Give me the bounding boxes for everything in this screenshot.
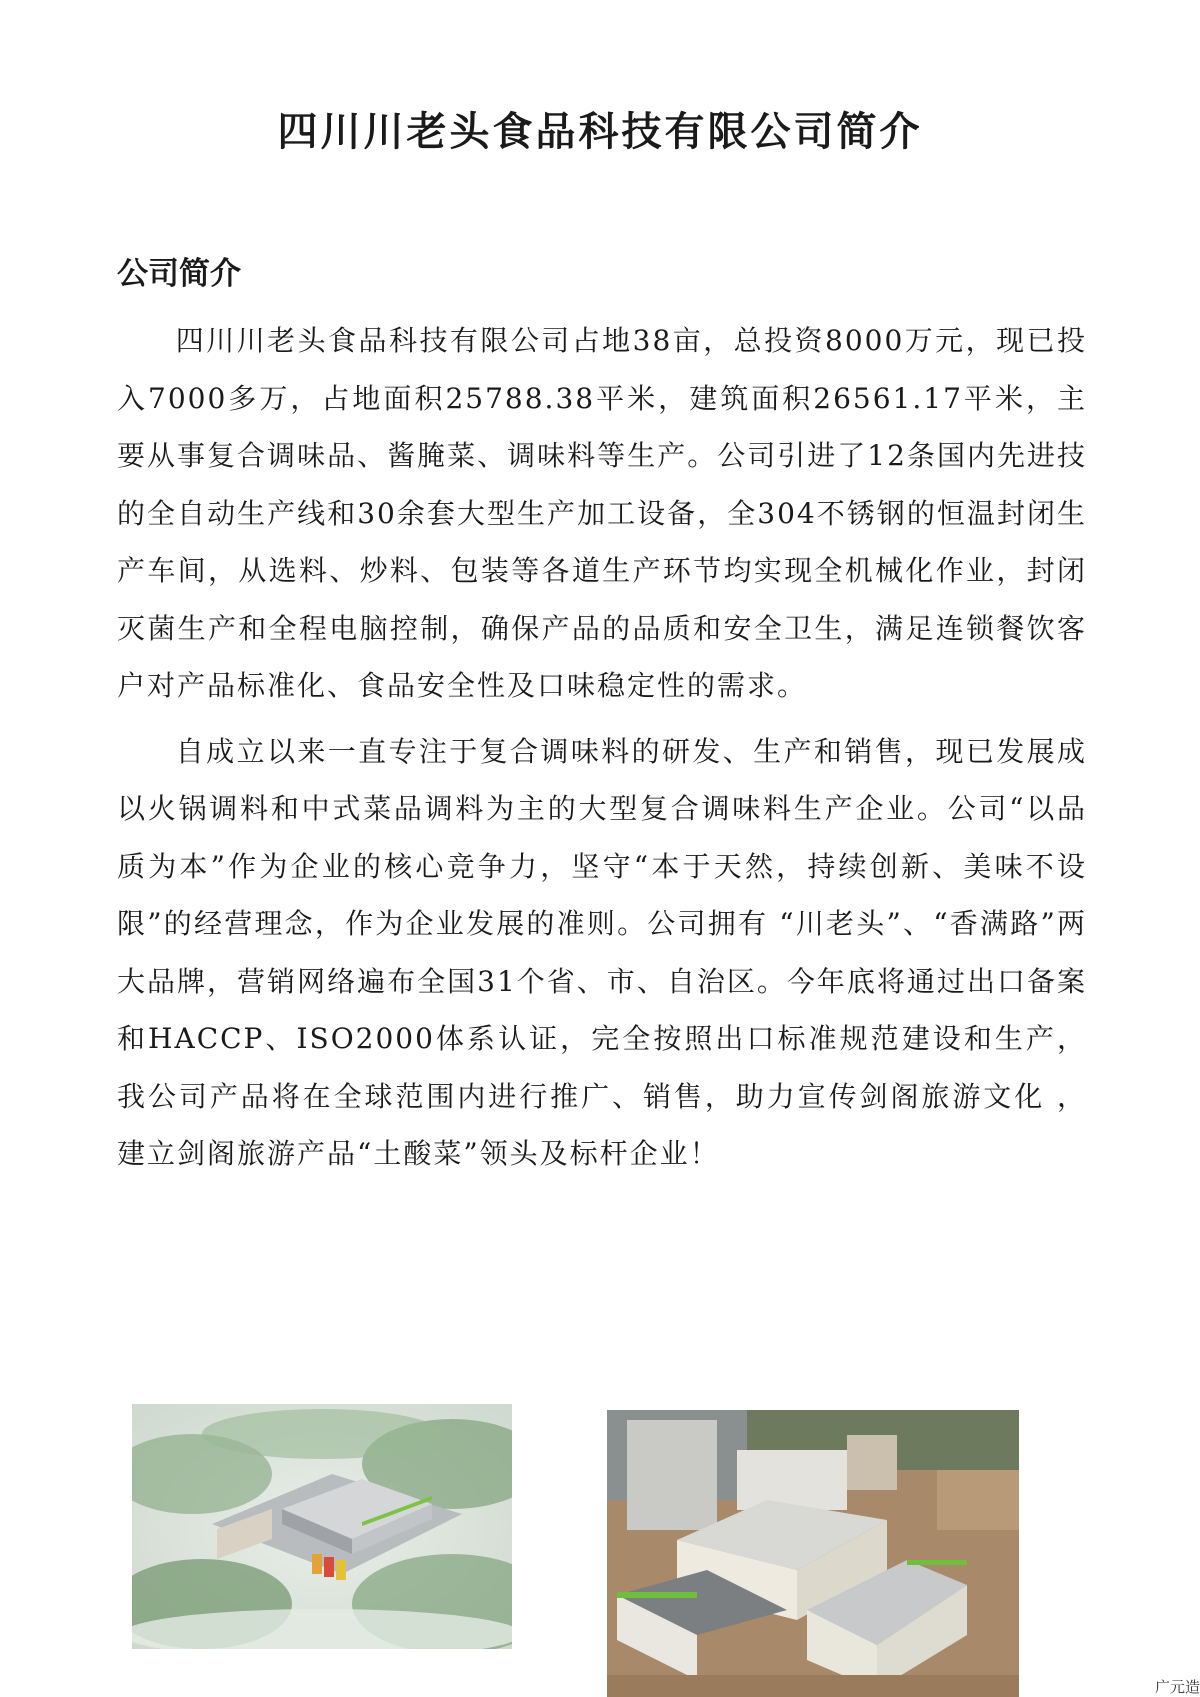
paragraph-2: 自成立以来一直专注于复合调味料的研发、生产和销售，现已发展成以火锅调料和中式菜品调料为主的大型复合调味料生产企业。公司“以品质为本”作为企业的核心竞争力，坚守“本于天然，持续创新、美味不设限”的经营理念，作为企业发展的准则。公司拥有 “川老头”、“香满路”两大品牌，营销网络遍布全国31个省、市、自治区。今年底将通过出口备案和HACCP、ISO2000体系认证，完全按照出口标准规范建设和生产，我公司产品将在全球范围内进行推广、销售，助力宣传剑阁旅游文化 ，建立剑阁旅游产品“土酸菜”领头及标杆企业！ (117, 734, 1087, 1170)
factory-rendering-image (132, 1404, 512, 1649)
page-title: 四川川老头食品科技有限公司简介 (277, 109, 923, 155)
factory-aerial-photo (607, 1410, 1019, 1697)
paragraph-1: 四川川老头食品科技有限公司占地38亩，总投资8000万元，现已投入7000多万，占地面积25788.38平米，建筑面积26561.17平米，主要从事复合调味品、酱腌菜、调味料等生产。公司引进了12条国内先进技的全自动生产线和30余套大型生产加工设备，全304不锈钢的恒温封闭生产车间，从选料、炒料、包装等各道生产环节均实现全机械化作业，封闭灭菌生产和全程电脑控制，确保产品的品质和安全卫生，满足连锁餐饮客户对产品标准化、食品安全性及口味稳定性的需求。 (117, 324, 1087, 702)
page-footer: 广元造 (1154, 1678, 1200, 1696)
section-heading: 公司简介 (117, 256, 241, 292)
body-text (117, 312, 1087, 1191)
